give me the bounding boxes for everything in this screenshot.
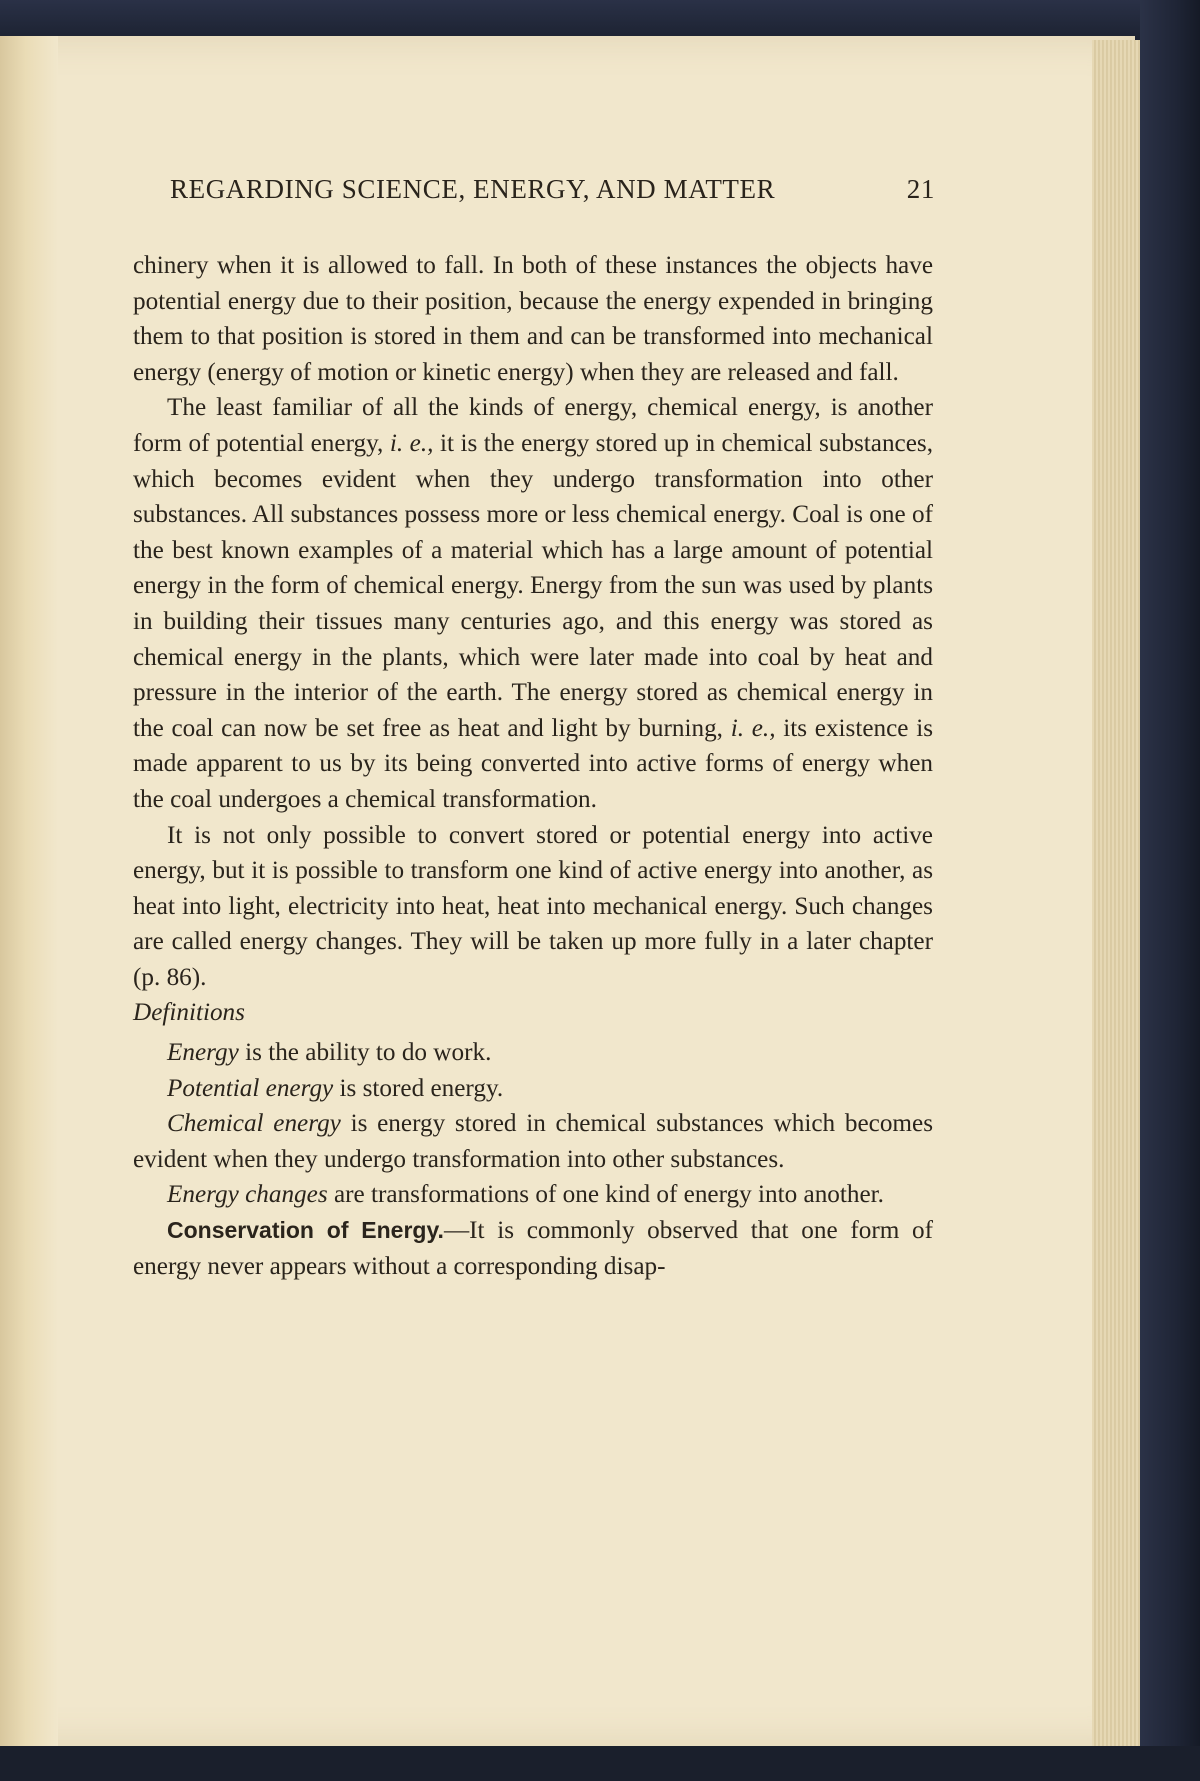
running-title: REGARDING SCIENCE, ENERGY, AND MATTER (170, 174, 776, 204)
ie-abbreviation: i. e., (730, 714, 776, 742)
definition-text: is energy stored in chemical substances which becomes evident when they undergo transformation into other substances. (133, 1110, 933, 1173)
paragraph-2-part-3: its existence is made apparent to us by its being converted into active forms of energy when the coal undergoes a chemical transformation. (133, 714, 934, 813)
page-gutter (0, 36, 58, 1746)
paragraph-2-part-2: it is the energy stored up in chemical substances, which becomes evident when they undergo transformation into other substances. All substances possess more or less chemical energy. Coal is one of the best known examples of a material which has a large amount of potential energy in the form of chemical energy. Energy from the sun was used by plants in building their tissues many centuries ago, and this energy was stored as chemical energy in the plants, which were later made into coal by heat and pressure in the interior of the earth. The energy stored as chemical energy in the coal can now be set free as heat and light by burning, (133, 429, 933, 742)
definition-term: Chemical energy (167, 1110, 341, 1138)
conservation-heading: Conservation of Energy. (167, 1217, 444, 1244)
definition-term: Energy (167, 1039, 239, 1067)
book-binding (1140, 0, 1200, 1781)
paragraph-2 (133, 390, 933, 817)
definition-item (133, 1071, 933, 1107)
page-edges (1092, 40, 1140, 1746)
running-head (170, 174, 935, 205)
definition-item (133, 1106, 933, 1177)
definitions-heading: Definitions (133, 999, 245, 1027)
definition-text: are transformations of one kind of energy into another. (327, 1181, 884, 1209)
page-number: 21 (906, 174, 935, 204)
definition-text: is the ability to do work. (238, 1039, 492, 1067)
definition-item (133, 1035, 933, 1071)
paragraph-1: chinery when it is allowed to fall. In both of these instances the objects have potential energy due to their position, because the energy expended in bringing them to that position is stored in them and can be transformed into mechanical energy (energy of motion or kinetic energy) when they are released and fall. (133, 252, 933, 386)
definition-term: Potential energy (167, 1074, 334, 1102)
definition-text: is stored energy. (333, 1074, 504, 1102)
definition-item (133, 1177, 933, 1213)
book-cover-bottom (0, 1746, 1200, 1781)
paragraph-3: It is not only possible to convert stored or potential energy into active energy, but it is possible to transform one kind of active energy into another, as heat into light, electricity into heat, heat into mechanical energy. Such changes are called energy changes. They will be taken up more fully in a later chapter (p. 86). (133, 821, 933, 991)
conservation-text: —It is commonly observed that one form of energy never appears without a corresponding disap- (133, 1217, 933, 1280)
definition-term: Energy changes (167, 1181, 328, 1209)
ie-abbreviation: i. e., (389, 429, 434, 457)
definitions-list (133, 1035, 933, 1213)
paragraph-2-part-1: The least familiar of all the kinds of energy, chemical energy, is another form of potential energy, (133, 394, 933, 457)
page-body (133, 248, 933, 1284)
conservation-paragraph (133, 1213, 933, 1284)
book-cover-top (0, 0, 1200, 40)
